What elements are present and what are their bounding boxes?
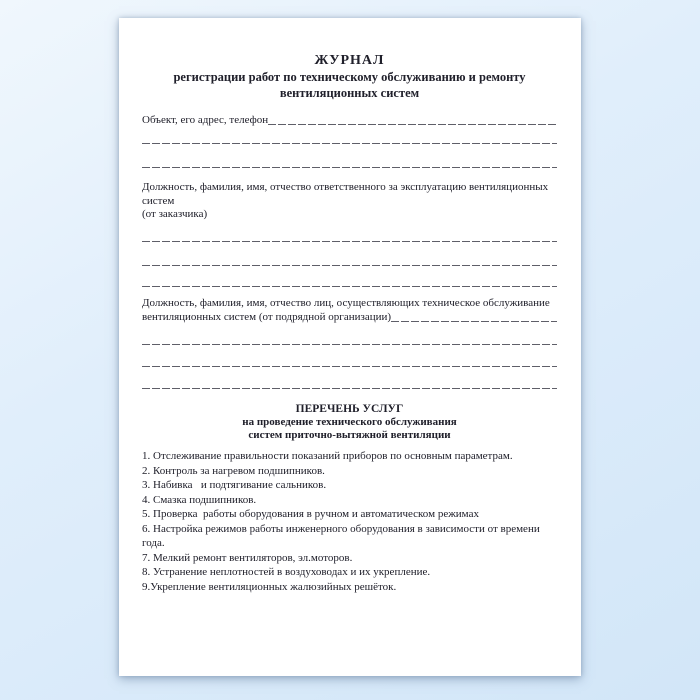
services-heading-line3: систем приточно-вытяжной вентиляции [248, 429, 451, 441]
object-field-row [142, 113, 557, 127]
service-item: 6. Настройка режимов работы инженерного оборудования в зависимости от времени года. [142, 522, 543, 549]
object-field-blank-line [268, 124, 557, 125]
customer-paragraph-line2: (от заказчика) [142, 208, 208, 220]
service-item: 5. Проверка работы оборудования в ручном и автоматическом режимах [142, 508, 479, 520]
journal-title: ЖУРНАЛ [314, 53, 385, 68]
contractor-field-row [142, 310, 557, 324]
blank-line-5 [142, 286, 557, 287]
blank-line-2 [142, 167, 557, 168]
services-heading [142, 402, 557, 442]
contractor-paragraph-line1: Должность, фамилия, имя, отчество лиц, осуществляющих техническое обслуживание [142, 296, 550, 309]
service-item: 1. Отслеживание правильности показаний приборов по основным параметрам. [142, 450, 513, 462]
services-heading-line1: ПЕРЕЧЕНЬ УСЛУГ [295, 403, 404, 415]
service-item: 3. Набивка и подтягивание сальников. [142, 479, 327, 491]
blank-line-3 [142, 241, 557, 242]
service-item: 9.Укрепление вентиляционных жалюзийных решёток. [142, 580, 397, 593]
service-item: 8. Устранение неплотностей в воздуховодах и их укрепление. [142, 566, 431, 578]
contractor-paragraph-line2: вентиляционных систем (от подрядной организации) [142, 311, 392, 323]
document-paper [119, 18, 581, 676]
services-heading-line2: на проведение технического обслуживания [242, 416, 457, 428]
service-item: 2. Контроль за нагревом подшипников. [142, 464, 325, 477]
customer-paragraph-line1: Должность, фамилия, имя, отчество ответственного за эксплуатацию вентиляционных систем [142, 181, 549, 207]
blank-line-4 [142, 265, 557, 266]
journal-subtitle-line2: вентиляционных систем [279, 86, 420, 100]
title-block [142, 52, 557, 101]
journal-subtitle-line1: регистрации работ по техническому обслуживанию и ремонту [173, 70, 526, 84]
services-list [142, 449, 557, 594]
object-field-label: Объект, его адрес, телефон [142, 114, 269, 126]
contractor-field-blank-line [391, 321, 557, 322]
service-item: 7. Мелкий ремонт вентиляторов, эл.моторов. [142, 551, 353, 564]
blank-line-1 [142, 143, 557, 144]
service-item: 4. Смазка подшипников. [142, 493, 257, 506]
blank-line-6 [142, 344, 557, 345]
contractor-paragraph [142, 297, 557, 325]
blank-line-7 [142, 366, 557, 367]
blank-line-8 [142, 388, 557, 389]
customer-paragraph [142, 181, 557, 222]
